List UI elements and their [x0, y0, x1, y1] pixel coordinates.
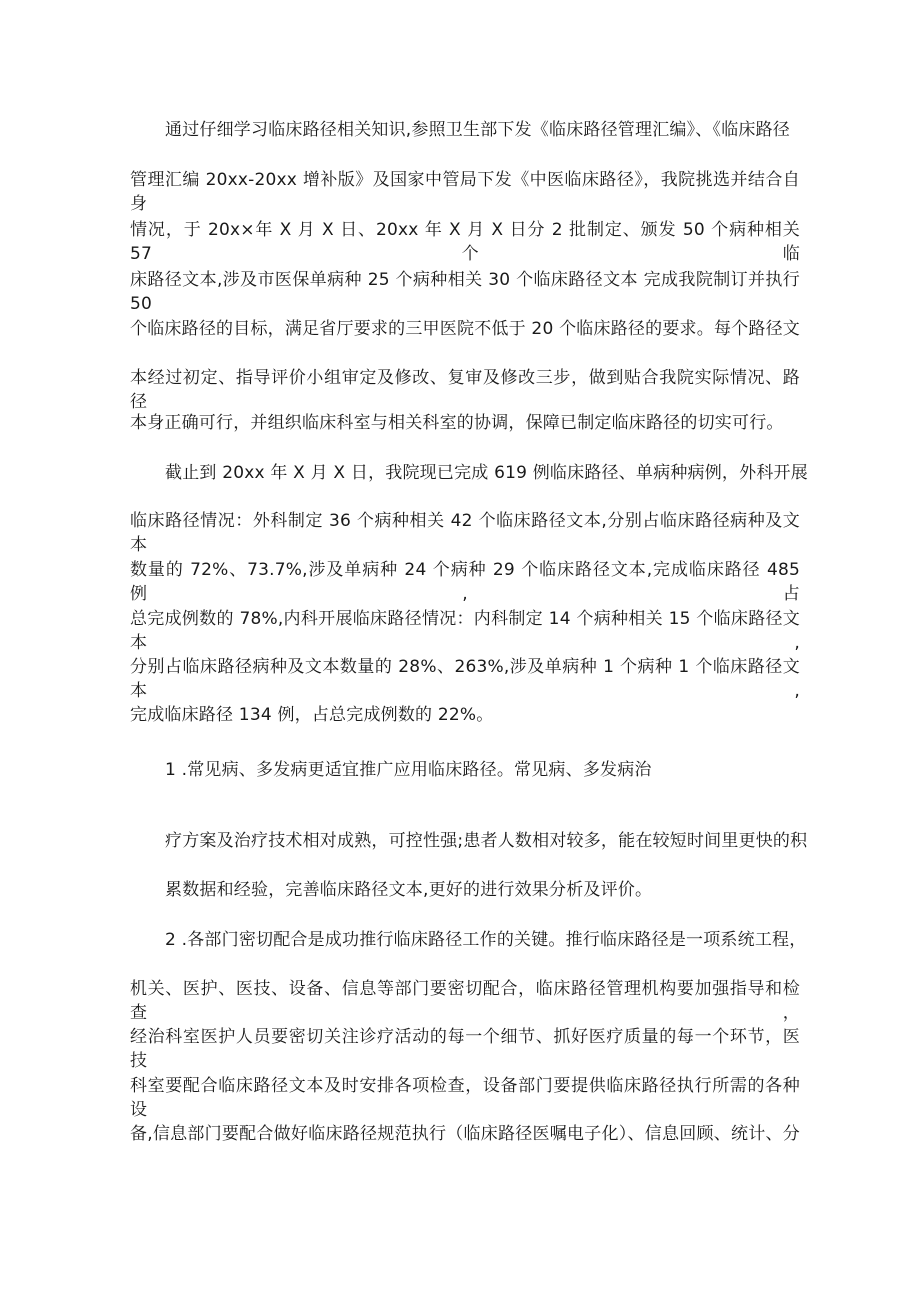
paragraph-1-line-4: 床路径文本,涉及市医保单病种 25 个病种相关 30 个临床路径文本 完成我院制订并执行 50	[130, 270, 800, 314]
paragraph-1-line-1: 通过仔细学习临床路径相关知识,参照卫生部下发《临床路径管理汇编》、《临床路径	[165, 120, 791, 140]
list-item-1-heading: 1 .常见病、多发病更适宜推广应用临床路径。常见病、多发病治	[165, 760, 652, 780]
list-item-2-line-4: 科室要配合临床路径文本及时安排各项检查，设备部门要提供临床路径执行所需的各种设	[130, 1076, 800, 1120]
paragraph-2-line-4: 总完成例数的 78%,内科开展临床路径情况：内科制定 14 个病种相关 15 个临床路径文本,	[130, 609, 800, 653]
paragraph-1-line-7: 本身正确可行，并组织临床科室与相关科室的协调，保障已制定临床路径的切实可行。	[130, 413, 784, 433]
paragraph-1-line-2: 管理汇编 20xx-20xx 增补版》及国家中管局下发《中医临床路径》，我院挑选并结合自身	[130, 170, 800, 214]
paragraph-2-line-3: 数量的 72%、73.7%,涉及单病种 24 个病种 29 个临床路径文本,完成临床路径 485 例,占	[130, 560, 800, 604]
paragraph-1-line-6: 本经过初定、指导评价小组审定及修改、复审及修改三步，做到贴合我院实际情况、路径	[130, 368, 800, 412]
paragraph-2-line-5: 分别占临床路径病种及文本数量的 28%、263%,涉及单病种 1 个病种 1 个临床路径文本,	[130, 657, 800, 701]
paragraph-1-line-3: 情况，于 20x×年 X 月 X 日、20xx 年 X 月 X 日分 2 批制定、颁发 50 个病种相关 57 个临	[130, 220, 800, 264]
paragraph-2-line-1: 截止到 20xx 年 X 月 X 日，我院现已完成 619 例临床路径、单病种病例，外科开展	[165, 463, 808, 483]
list-item-1-line-3: 累数据和经验，完善临床路径文本,更好的进行效果分析及评价。	[165, 880, 653, 900]
list-item-2-line-2: 机关、医护、医技、设备、信息等部门要密切配合，临床路径管理机构要加强指导和检查，	[130, 979, 800, 1023]
paragraph-1-line-5: 个临床路径的目标，满足省厅要求的三甲医院不低于 20 个临床路径的要求。每个路径文	[130, 319, 800, 339]
paragraph-2-line-6: 完成临床路径 134 例，占总完成例数的 22%。	[130, 705, 494, 725]
paragraph-2-line-2: 临床路径情况：外科制定 36 个病种相关 42 个临床路径文本,分别占临床路径病种及文本	[130, 511, 800, 555]
list-item-2-heading: 2 .各部门密切配合是成功推行临床路径工作的关键。推行临床路径是一项系统工程，	[165, 930, 807, 950]
list-item-2-line-5: 备,信息部门要配合做好临床路径规范执行（临床路径医嘱电子化）、信息回顾、统计、分	[130, 1124, 800, 1144]
list-item-1-line-2: 疗方案及治疗技术相对成熟，可控性强;患者人数相对较多，能在较短时间里更快的积	[165, 831, 808, 851]
list-item-2-line-3: 经治科室医护人员要密切关注诊疗活动的每一个细节、抓好医疗质量的每一个环节，医技	[130, 1027, 800, 1071]
